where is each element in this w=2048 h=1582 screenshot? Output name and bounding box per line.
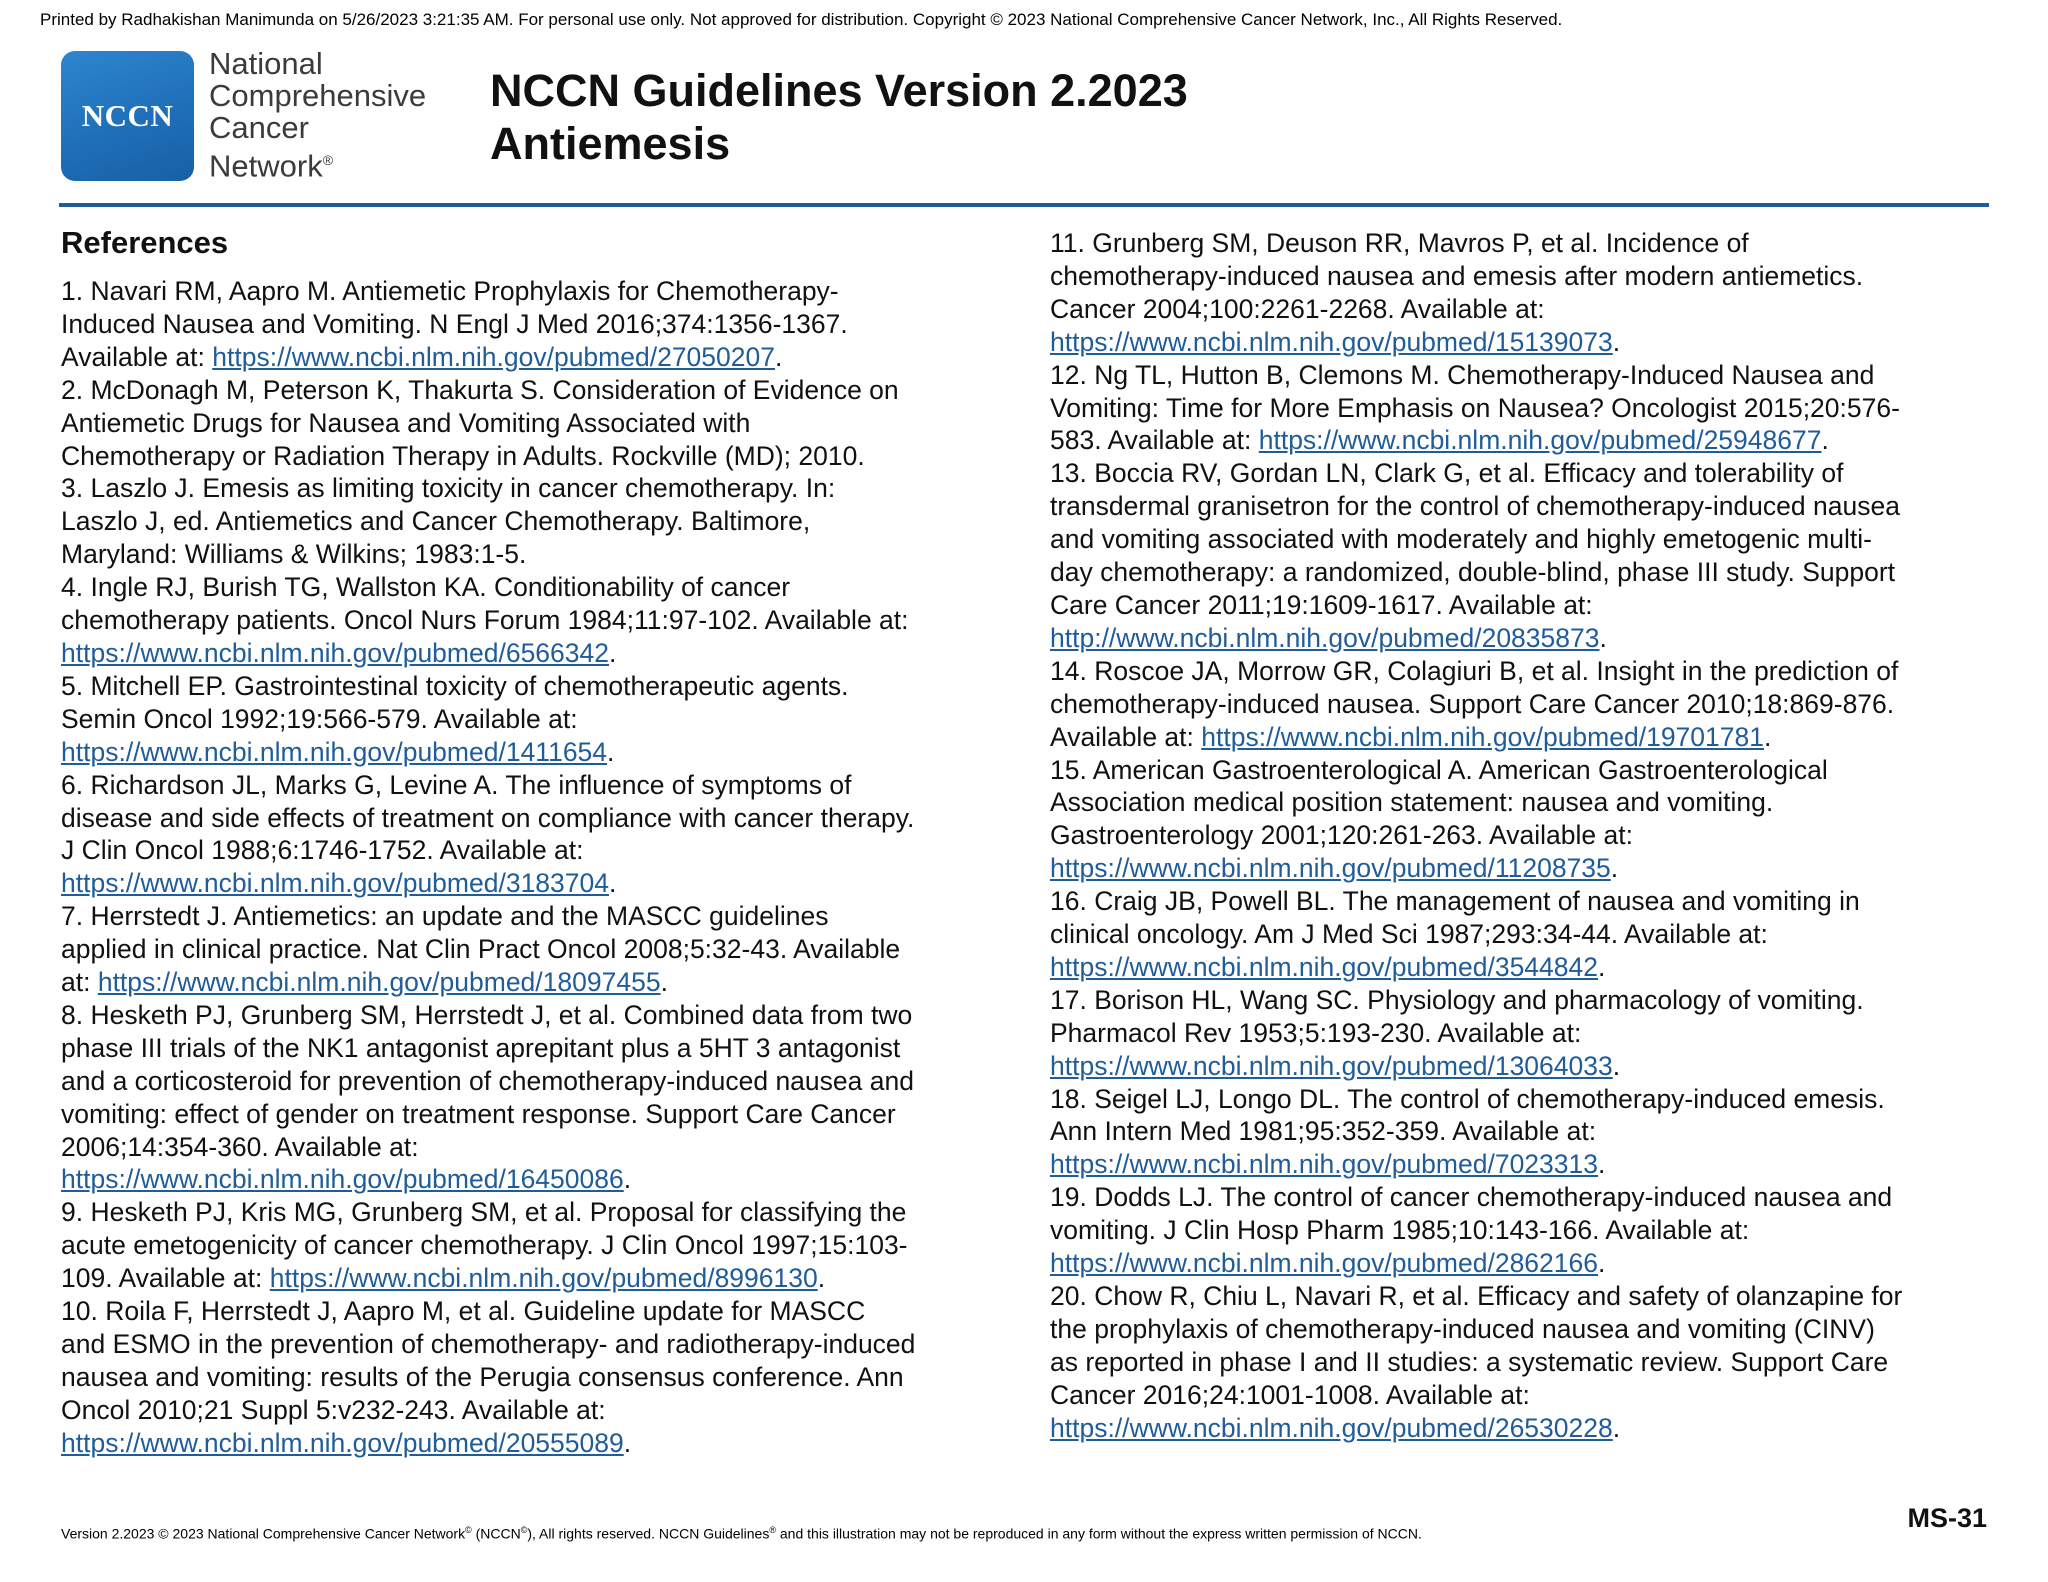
footer-part: (NCCN: [471, 1525, 521, 1542]
reference-line: [61, 1328, 1011, 1361]
reference-punctuation: .: [607, 736, 615, 767]
reference-text: phase III trials of the NK1 antagonist aprepitant plus a 5HT 3 antagonist: [61, 1032, 901, 1063]
reference-line: [1050, 1412, 2010, 1445]
reference-punctuation: .: [1598, 1248, 1606, 1279]
footer-sup: ©: [465, 1525, 472, 1535]
reference-punctuation: .: [1612, 1412, 1621, 1443]
reference-text: day chemotherapy: a randomized, double-blind, phase III study. Support: [1050, 557, 1896, 588]
reference-text: transdermal granisetron for the control of chemotherapy-induced nausea: [1050, 491, 1900, 522]
reference-text: 5. Mitchell EP. Gastrointestinal toxicity of chemotherapeutic agents.: [61, 670, 849, 701]
footer-part: ), All rights reserved. NCCN Guidelines: [527, 1525, 770, 1542]
reference-text: Pharmacol Rev 1953;5:193-230. Available at:: [1050, 1017, 1582, 1048]
reference-text: 17. Borison HL, Wang SC. Physiology and pharmacology of vomiting.: [1050, 984, 1864, 1015]
pubmed-link[interactable]: https://www.ncbi.nlm.nih.gov/pubmed/27050207: [212, 341, 775, 372]
reference-line: [1050, 951, 2010, 984]
reference-text: 109. Available at:: [61, 1263, 270, 1294]
logo-abbreviation: NCCN: [81, 98, 174, 133]
reference-line: [1050, 523, 2010, 556]
pubmed-link[interactable]: https://www.ncbi.nlm.nih.gov/pubmed/6566342: [61, 637, 609, 668]
reference-line: [1050, 260, 2010, 293]
reference-punctuation: .: [623, 1164, 632, 1195]
reference-punctuation: .: [660, 967, 668, 998]
reference-line: [1050, 1181, 2010, 1214]
reference-line: [1050, 359, 2010, 392]
registered-mark: ®: [322, 152, 334, 168]
reference-text: acute emetogenicity of cancer chemotherapy. J Clin Oncol 1997;15:103-: [61, 1230, 908, 1261]
reference-line: [61, 637, 1011, 670]
reference-line: [1050, 589, 2010, 622]
org-name-line: [209, 144, 426, 182]
reference-text: chemotherapy patients. Oncol Nurs Forum 1984;11:97-102. Available at:: [61, 605, 909, 636]
reference-text: Gastroenterology 2001;120:261-263. Available at:: [1050, 820, 1633, 851]
references-right-column: [1050, 227, 2010, 1445]
reference-text: the prophylaxis of chemotherapy-induced nausea and vomiting (CINV): [1050, 1313, 1875, 1344]
reference-punctuation: .: [1821, 425, 1829, 456]
reference-line: [1050, 293, 2010, 326]
reference-text: 2006;14:354-360. Available at:: [61, 1131, 419, 1162]
org-name-line: Comprehensive: [209, 78, 427, 113]
reference-text: 11. Grunberg SM, Deuson RR, Mavros P, et al. Incidence of: [1050, 228, 1749, 258]
reference-line: [61, 604, 1011, 637]
pubmed-link[interactable]: https://www.ncbi.nlm.nih.gov/pubmed/26530228: [1050, 1412, 1613, 1443]
reference-text: Cancer 2016;24:1001-1008. Available at:: [1050, 1379, 1530, 1410]
reference-line: [1050, 1313, 2010, 1346]
reference-punctuation: .: [1610, 853, 1619, 884]
document-title: [490, 64, 1188, 170]
reference-text: and ESMO in the prevention of chemotherapy- and radiotherapy-induced: [61, 1329, 916, 1359]
reference-line: [1050, 556, 2010, 589]
org-name-network: Network: [209, 148, 323, 184]
reference-text: vomiting. J Clin Hosp Pharm 1985;10:143-166. Available at:: [1050, 1215, 1750, 1246]
reference-line: [1050, 1247, 2010, 1280]
reference-line: [61, 900, 1011, 933]
reference-text: 1. Navari RM, Aapro M. Antiemetic Prophylaxis for Chemotherapy-: [61, 276, 839, 306]
reference-line: [61, 736, 1011, 769]
reference-text: 4. Ingle RJ, Burish TG, Wallston KA. Conditionability of cancer: [61, 572, 791, 603]
org-name-line: Cancer: [209, 110, 309, 145]
reference-text: 7. Herrstedt J. Antiemetics: an update and the MASCC guidelines: [61, 901, 829, 932]
reference-line: [61, 966, 1011, 999]
reference-text: at:: [61, 967, 98, 998]
reference-line: [61, 1196, 1011, 1229]
reference-text: Available at:: [61, 341, 213, 372]
footer-sup: ©: [520, 1525, 528, 1535]
reference-line: [61, 341, 1011, 374]
reference-line: [61, 538, 1011, 571]
reference-line: [1050, 490, 2010, 523]
reference-punctuation: .: [1612, 326, 1621, 357]
reference-line: [61, 275, 1011, 308]
reference-line: [61, 1295, 1011, 1328]
reference-text: chemotherapy-induced nausea and emesis after modern antiemetics.: [1050, 260, 1864, 291]
pubmed-link[interactable]: https://www.ncbi.nlm.nih.gov/pubmed/3183704: [61, 868, 609, 899]
reference-line: [61, 703, 1011, 736]
reference-line: [61, 505, 1011, 538]
reference-punctuation: .: [1598, 951, 1606, 982]
reference-text: as reported in phase I and II studies: a systematic review. Support Care: [1050, 1346, 1889, 1377]
pubmed-link[interactable]: https://www.ncbi.nlm.nih.gov/pubmed/18097455: [97, 967, 661, 998]
reference-punctuation: .: [1612, 1050, 1621, 1081]
reference-line: [1050, 1017, 2010, 1050]
reference-line: [1050, 819, 2010, 852]
reference-text: Available at:: [1050, 721, 1202, 752]
header-divider: [59, 203, 1989, 207]
reference-text: Laszlo J, ed. Antiemetics and Cancer Chemotherapy. Baltimore,: [61, 506, 811, 537]
reference-text: Semin Oncol 1992;19:566-579. Available at:: [61, 703, 578, 734]
reference-text: 15. American Gastroenterological A. American Gastroenterological: [1050, 754, 1828, 785]
reference-text: 10. Roila F, Herrstedt J, Aapro M, et al. Guideline update for MASCC: [61, 1296, 866, 1327]
pubmed-link[interactable]: https://www.ncbi.nlm.nih.gov/pubmed/20555089: [61, 1427, 624, 1458]
reference-line: [1050, 227, 2010, 260]
references-left-column: [61, 275, 1011, 1460]
reference-line: [61, 802, 1011, 835]
reference-text: Vomiting: Time for More Emphasis on Nausea? Oncologist 2015;20:576-: [1050, 392, 1900, 423]
reference-text: Antiemetic Drugs for Nausea and Vomiting Associated with: [61, 407, 751, 438]
reference-line: [61, 440, 1011, 473]
reference-line: [61, 571, 1011, 604]
reference-line: [1050, 457, 2010, 490]
reference-line: [1050, 786, 2010, 819]
reference-line: [61, 1098, 1011, 1131]
reference-line: [1050, 852, 2010, 885]
reference-text: 9. Hesketh PJ, Kris MG, Grunberg SM, et al. Proposal for classifying the: [61, 1197, 907, 1228]
reference-line: [1050, 622, 2010, 655]
reference-line: [1050, 424, 2010, 457]
nccn-logo: [61, 51, 194, 181]
reference-line: [61, 867, 1011, 900]
reference-line: [1050, 392, 2010, 425]
reference-line: [61, 1427, 1011, 1460]
pubmed-link[interactable]: https://www.ncbi.nlm.nih.gov/pubmed/11208735: [1050, 853, 1611, 884]
reference-text: J Clin Oncol 1988;6:1746-1752. Available at:: [61, 835, 584, 866]
reference-line: [61, 1032, 1011, 1065]
pubmed-link[interactable]: https://www.ncbi.nlm.nih.gov/pubmed/13064033: [1050, 1050, 1613, 1081]
reference-line: [1050, 1148, 2010, 1181]
reference-line: [1050, 326, 2010, 359]
reference-text: 8. Hesketh PJ, Grunberg SM, Herrstedt J, et al. Combined data from two: [61, 999, 913, 1030]
pubmed-link[interactable]: https://www.ncbi.nlm.nih.gov/pubmed/16450086: [61, 1164, 624, 1195]
reference-text: 6. Richardson JL, Marks G, Levine A. The influence of symptoms of: [61, 769, 852, 800]
pubmed-link[interactable]: https://www.ncbi.nlm.nih.gov/pubmed/3544842: [1050, 951, 1598, 982]
reference-line: [61, 1131, 1011, 1164]
reference-line: [61, 1229, 1011, 1262]
reference-line: [61, 1361, 1011, 1394]
reference-line: [61, 1065, 1011, 1098]
reference-line: [1050, 885, 2010, 918]
page-number: MS-31: [1907, 1503, 1987, 1533]
reference-line: [1050, 721, 2010, 754]
reference-text: 19. Dodds LJ. The control of cancer chemotherapy-induced nausea and: [1050, 1182, 1893, 1213]
reference-line: [61, 407, 1011, 440]
reference-punctuation: .: [1599, 622, 1607, 653]
reference-text: disease and side effects of treatment on compliance with cancer therapy.: [61, 802, 915, 833]
reference-line: [61, 670, 1011, 703]
reference-line: [61, 1163, 1011, 1196]
reference-text: Chemotherapy or Radiation Therapy in Adults. Rockville (MD); 2010.: [61, 440, 865, 471]
reference-line: [61, 308, 1011, 341]
reference-punctuation: .: [609, 637, 617, 668]
reference-punctuation: .: [1764, 721, 1772, 752]
reference-line: [1050, 1346, 2010, 1379]
footer-sup: ®: [769, 1525, 776, 1535]
reference-text: applied in clinical practice. Nat Clin Pract Oncol 2008;5:32-43. Available: [61, 934, 901, 965]
reference-text: Maryland: Williams & Wilkins; 1983:1-5.: [61, 539, 527, 570]
reference-line: [1050, 1280, 2010, 1313]
organization-name: [209, 48, 426, 182]
footer-copyright: [61, 1525, 1422, 1542]
org-name-line: National: [209, 46, 323, 81]
title-line-2: Antiemesis: [490, 118, 731, 169]
reference-text: 18. Seigel LJ, Longo DL. The control of chemotherapy-induced emesis.: [1050, 1083, 1885, 1114]
reference-text: 583. Available at:: [1050, 425, 1259, 456]
pubmed-link[interactable]: https://www.ncbi.nlm.nih.gov/pubmed/8996130: [269, 1263, 818, 1294]
reference-text: vomiting: effect of gender on treatment response. Support Care Cancer: [61, 1098, 896, 1129]
reference-text: 3. Laszlo J. Emesis as limiting toxicity in cancer chemotherapy. In:: [61, 473, 836, 504]
footer-part: and this illustration may not be reproduced in any form without the express written permission of NCCN.: [776, 1525, 1422, 1542]
pubmed-link[interactable]: https://www.ncbi.nlm.nih.gov/pubmed/1411654: [61, 736, 608, 767]
reference-text: Ann Intern Med 1981;95:352-359. Available at:: [1050, 1116, 1597, 1147]
reference-line: [1050, 1379, 2010, 1412]
reference-text: Care Cancer 2011;19:1609-1617. Available at:: [1050, 589, 1593, 620]
reference-text: nausea and vomiting: results of the Perugia consensus conference. Ann: [61, 1361, 904, 1392]
reference-text: 20. Chow R, Chiu L, Navari R, et al. Efficacy and safety of olanzapine for: [1050, 1281, 1903, 1311]
pubmed-link[interactable]: https://www.ncbi.nlm.nih.gov/pubmed/25948677: [1258, 425, 1822, 456]
reference-line: [1050, 1050, 2010, 1083]
print-notice: Printed by Radhakishan Manimunda on 5/26/2023 3:21:35 AM. For personal use only. Not approved for distribution. Copyright © 2023 National Comprehensive Cancer Network, Inc., All Rights Reserved.: [40, 10, 1563, 29]
reference-line: [61, 999, 1011, 1032]
pubmed-link[interactable]: http://www.ncbi.nlm.nih.gov/pubmed/20835873: [1050, 622, 1600, 653]
reference-text: and a corticosteroid for prevention of chemotherapy-induced nausea and: [61, 1065, 914, 1096]
reference-line: [61, 472, 1011, 505]
reference-text: 14. Roscoe JA, Morrow GR, Colagiuri B, et al. Insight in the prediction of: [1050, 655, 1899, 686]
reference-line: [1050, 918, 2010, 951]
reference-text: and vomiting associated with moderately and highly emetogenic multi-: [1050, 524, 1872, 555]
reference-text: Association medical position statement: nausea and vomiting.: [1050, 787, 1774, 818]
reference-line: [1050, 688, 2010, 721]
reference-line: [61, 1394, 1011, 1427]
reference-text: Cancer 2004;100:2261-2268. Available at:: [1050, 293, 1545, 324]
pubmed-link[interactable]: https://www.ncbi.nlm.nih.gov/pubmed/19701781: [1201, 721, 1764, 752]
reference-text: clinical oncology. Am J Med Sci 1987;293:34-44. Available at:: [1050, 919, 1768, 950]
reference-line: [61, 374, 1011, 407]
reference-line: [1050, 754, 2010, 787]
reference-line: [61, 769, 1011, 802]
reference-text: 16. Craig JB, Powell BL. The management of nausea and vomiting in: [1050, 886, 1860, 917]
pubmed-link[interactable]: https://www.ncbi.nlm.nih.gov/pubmed/2862166: [1050, 1248, 1598, 1279]
reference-line: [1050, 984, 2010, 1017]
reference-text: 2. McDonagh M, Peterson K, Thakurta S. Consideration of Evidence on: [61, 374, 899, 405]
references-heading: References: [61, 225, 229, 260]
reference-text: chemotherapy-induced nausea. Support Care Cancer 2010;18:869-876.: [1050, 688, 1895, 719]
reference-text: Induced Nausea and Vomiting. N Engl J Med 2016;374:1356-1367.: [61, 308, 848, 339]
reference-line: [1050, 655, 2010, 688]
reference-punctuation: .: [609, 868, 617, 899]
reference-line: [1050, 1115, 2010, 1148]
reference-line: [61, 834, 1011, 867]
reference-text: 13. Boccia RV, Gordan LN, Clark G, et al. Efficacy and tolerability of: [1050, 458, 1844, 489]
reference-text: Oncol 2010;21 Suppl 5:v232-243. Available at:: [61, 1394, 606, 1425]
title-line-1: NCCN Guidelines Version 2.2023: [490, 65, 1188, 116]
reference-line: [1050, 1083, 2010, 1116]
footer-part: Version 2.2023 © 2023 National Comprehensive Cancer Network: [61, 1525, 466, 1542]
pubmed-link[interactable]: https://www.ncbi.nlm.nih.gov/pubmed/7023313: [1050, 1149, 1598, 1180]
reference-text: 12. Ng TL, Hutton B, Clemons M. Chemotherapy-Induced Nausea and: [1050, 359, 1875, 390]
reference-punctuation: .: [1598, 1149, 1606, 1180]
pubmed-link[interactable]: https://www.ncbi.nlm.nih.gov/pubmed/15139073: [1050, 326, 1613, 357]
reference-punctuation: .: [623, 1427, 632, 1458]
reference-punctuation: .: [817, 1263, 826, 1294]
reference-line: [1050, 1214, 2010, 1247]
reference-line: [61, 933, 1011, 966]
reference-line: [61, 1262, 1011, 1295]
reference-punctuation: .: [775, 341, 783, 372]
